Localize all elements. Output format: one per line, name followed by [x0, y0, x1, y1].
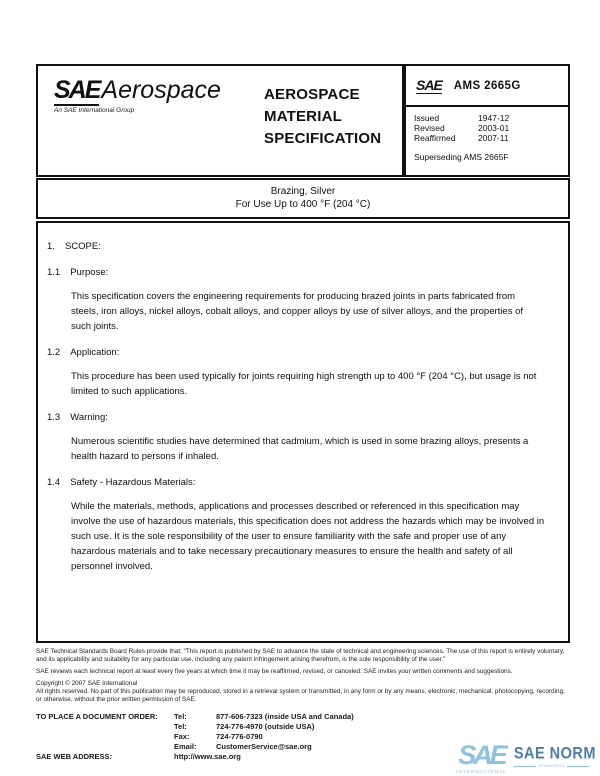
section-safety: [47, 475, 554, 574]
section-number: 1.4: [47, 477, 61, 488]
watermark-sae-text: SAE: [458, 740, 505, 770]
order-label: TO PLACE A DOCUMENT ORDER:: [36, 712, 158, 721]
section-heading: Warning:: [70, 412, 108, 423]
section-purpose: [47, 265, 554, 334]
fax-number: 724-776-0790: [216, 732, 263, 741]
header-left-box: [36, 64, 404, 177]
web-address-value: http://www.sae.org: [174, 752, 241, 761]
history-label: Reaffirmed: [414, 133, 456, 143]
document-order-block: [36, 712, 466, 762]
sae-logo-text: SAE: [54, 76, 100, 104]
history-value: 2007-11: [478, 133, 509, 143]
section-number: 1.1: [47, 267, 61, 278]
phone-outside-usa: 724-776-4970 (outside USA): [216, 722, 315, 731]
section-warning: [47, 410, 554, 464]
section-number: 1.: [47, 241, 55, 252]
section-number: 1.2: [47, 347, 61, 358]
contact-label: Fax:: [174, 732, 190, 741]
title-line-2: For Use Up to 400 °F (204 °C): [235, 198, 371, 210]
legal-notices: [36, 648, 570, 708]
contact-label: Email:: [174, 742, 197, 751]
header-right-box: [404, 64, 570, 177]
section-scope: [47, 239, 554, 254]
section-application: [47, 345, 554, 399]
history-value: 1947-12: [478, 113, 510, 123]
watermark-international-text: INTERNATIONAL: [456, 769, 507, 774]
revision-history: [406, 107, 568, 162]
document-body: [36, 221, 570, 643]
web-address-label: SAE WEB ADDRESS:: [36, 752, 112, 761]
document-type-title: AEROSPACE MATERIAL SPECIFICATION: [264, 86, 382, 147]
section-number: 1.3: [47, 412, 61, 423]
watermark-tagline-text: STANDARDS: [538, 764, 565, 768]
section-paragraph: While the materials, methods, applications and processes described or referenced in this specification may involve the use of hazardous materials, this specification does not address the hazards which may be involved in such use. It is the sole responsibility of the user to ensure familiarity with the safe and proper use of any hazardous materials and to take necessary precautionary measures to ensure the health and safety of all personnel involved.: [71, 501, 545, 572]
section-paragraph: This specification covers the engineering requirements for producing brazed joints in parts fabricated from steels, iron alloys, nickel alloys, cobalt alloys, and copper alloys by use of silver alloys, and the properties of such joints.: [71, 291, 524, 332]
sae-small-logo: SAE: [416, 77, 442, 93]
history-row-reaffirmed: [414, 133, 568, 143]
section-paragraph: This procedure has been used typically for joints requiring high strength up to 400 °F (204 °C), but usage is not limited to such applications.: [71, 371, 537, 397]
section-heading: Safety - Hazardous Materials:: [70, 477, 196, 488]
phone-inside-usa: 877-606-7323 (inside USA and Canada): [216, 712, 354, 721]
history-label: Revised: [414, 123, 445, 133]
contact-label: Tel:: [174, 722, 187, 731]
title-line-1: Brazing, Silver: [270, 186, 336, 197]
superseding-note: Superseding AMS 2665F: [414, 152, 509, 162]
watermark-rule-left: [514, 766, 536, 767]
logo-tagline: An SAE International Group: [54, 107, 135, 114]
history-value: 2003-01: [478, 123, 510, 133]
copyright-line: Copyright © 2007 SAE International: [36, 680, 138, 687]
sae-aerospace-logo: [54, 76, 221, 114]
doc-number-row: [406, 66, 568, 107]
contact-label: Tel:: [174, 712, 187, 721]
watermark-name-text: SAE NORM: [513, 744, 596, 764]
watermark-rule-right: [567, 766, 589, 767]
section-heading: SCOPE:: [64, 241, 101, 252]
sae-norm-watermark-logo: [456, 742, 596, 774]
email-address: CustomerService@sae.org: [216, 742, 312, 751]
history-label: Issued: [414, 113, 440, 123]
section-heading: Application:: [70, 347, 120, 358]
aerospace-logo-text: Aerospace: [101, 76, 221, 104]
section-paragraph: Numerous scientific studies have determined that cadmium, which is used in some brazing alloys, presents a health hazard to persons if inhaled.: [71, 436, 529, 462]
all-rights-reserved-notice: All rights reserved. No part of this publication may be reproduced, stored in a retrieval system or transmitted, in any form or by any means, electronic, mechanical, photocopying, recording, or otherwise, without the prior written permission of SAE.: [36, 688, 565, 703]
section-heading: Purpose:: [70, 267, 109, 278]
history-row-issued: [414, 113, 568, 123]
standards-board-rules-notice: SAE Technical Standards Board Rules provide that: "This report is published by SAE to advance the state of technical and engineering sciences. The use of this report is entirely voluntary, and its applicability and suitability for any particular use, including any patent infringement arising therefrom, is the sole responsibility of the user.": [36, 648, 565, 663]
history-row-revised: [414, 123, 568, 133]
review-policy-notice: SAE reviews each technical report at least every five years at which time it may be reaffirmed, revised, or canceled. SAE invites your written comments and suggestions.: [36, 668, 513, 675]
specification-title-box: [36, 178, 570, 219]
document-number: AMS 2665G: [453, 79, 521, 92]
